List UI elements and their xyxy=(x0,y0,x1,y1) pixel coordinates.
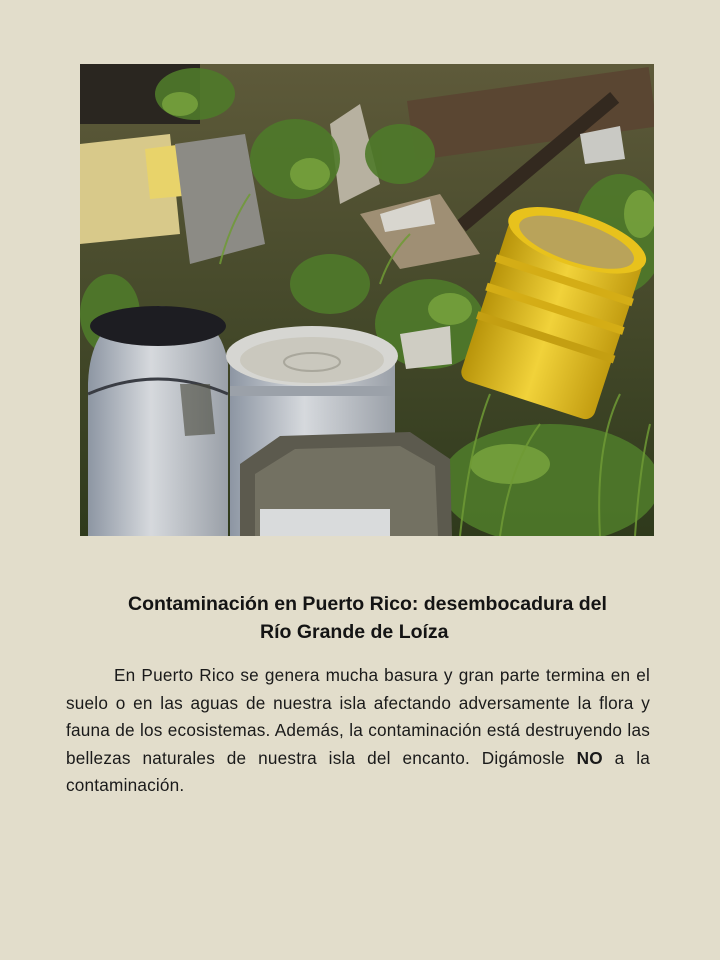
title-line-2: Río Grande de Loíza xyxy=(260,621,449,643)
pollution-photo xyxy=(80,64,654,536)
body-emphasis: NO xyxy=(576,747,603,768)
body-text-start: En Puerto Rico se genera mucha basura y gran parte termina en el suelo o en las aguas de nuestra isla afectando adversamente la flora y fauna de los ecosistemas. Además, la contaminación está destruyendo las bellezas naturales de nuestra isla del encanto. Digámosle xyxy=(66,665,650,768)
body-paragraph xyxy=(66,662,650,800)
trash-photo-illustration xyxy=(80,64,654,536)
body-text-end: a la contaminación. xyxy=(66,747,650,795)
document-title xyxy=(66,590,700,646)
title-line-1: Contaminación en Puerto Rico: desembocadura del xyxy=(128,593,607,615)
